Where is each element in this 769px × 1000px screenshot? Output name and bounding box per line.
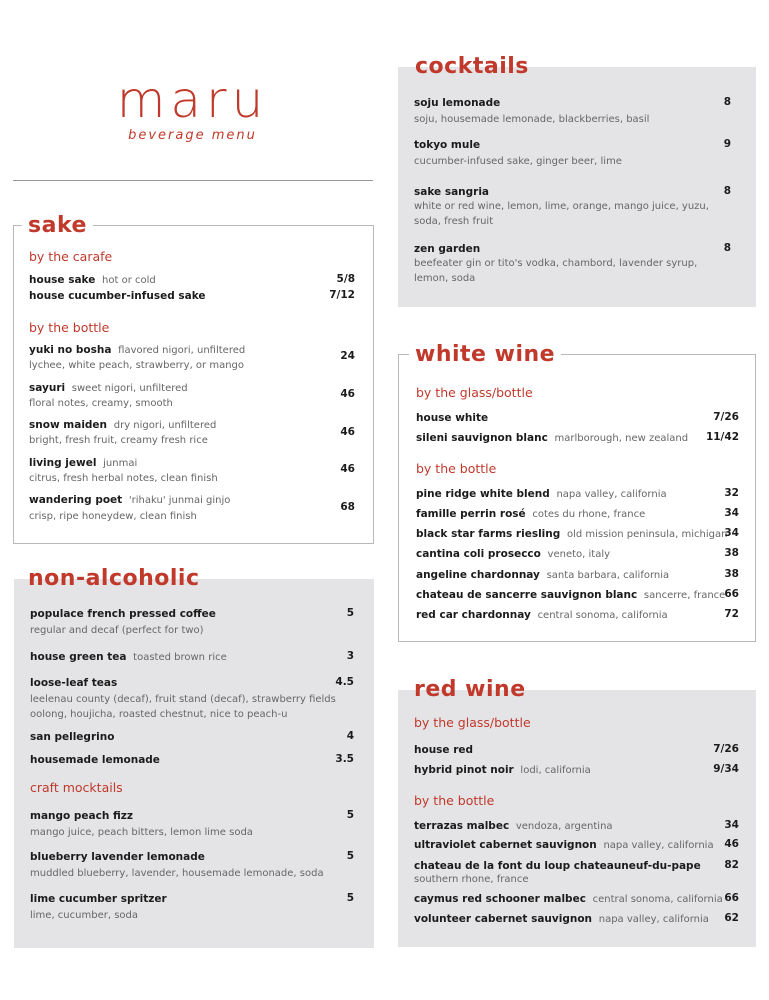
item-detail: floral notes, creamy, smooth <box>29 398 173 409</box>
item-desc: veneto, italy <box>547 549 611 560</box>
item-desc: lodi, california <box>520 765 591 776</box>
item-name: san pellegrino <box>30 731 115 743</box>
item-desc: toasted brown rice <box>133 652 227 663</box>
item-price: 5/8 <box>336 273 355 285</box>
item-desc: flavored nigori, unfiltered <box>118 345 246 356</box>
item-price: 82 <box>724 859 739 871</box>
item-desc: central sonoma, california <box>592 894 723 905</box>
menu-item <box>414 763 591 778</box>
menu-item <box>416 527 727 542</box>
item-name: sake sangria <box>414 186 490 198</box>
item-detail: citrus, fresh herbal notes, clean finish <box>29 473 218 484</box>
item-name: ultraviolet cabernet sauvignon <box>414 839 597 851</box>
menu-item <box>29 343 245 358</box>
cocktails-title: cocktails <box>415 54 529 79</box>
item-detail: soju, housemade lemonade, blackberries, basil <box>414 114 650 125</box>
item-price: 66 <box>724 892 739 904</box>
menu-item <box>416 411 488 426</box>
white-bottle-heading: by the bottle <box>416 461 497 476</box>
white-wine-section <box>398 342 756 642</box>
item-desc: napa valley, california <box>556 489 667 500</box>
item-name: housemade lemonade <box>30 754 160 766</box>
red-wine-section <box>398 677 756 947</box>
mocktail-heading: craft mocktails <box>30 780 123 795</box>
item-desc: marlborough, new zealand <box>554 433 689 444</box>
non-alcoholic-title: non-alcoholic <box>28 566 200 591</box>
item-price: 46 <box>340 388 355 400</box>
item-detail: lemon, soda <box>414 273 476 284</box>
item-detail: oolong, houjicha, roasted chestnut, nice to peach-u <box>30 709 288 720</box>
sake-section <box>13 213 374 544</box>
item-price: 7/26 <box>713 411 739 423</box>
item-price: 8 <box>723 242 731 254</box>
menu-item <box>414 912 709 927</box>
item-price: 8 <box>723 96 731 108</box>
item-name: zen garden <box>414 243 481 255</box>
item-desc: old mission peninsula, michigan <box>566 529 728 540</box>
item-price: 46 <box>724 838 739 850</box>
item-price: 7/26 <box>713 743 739 755</box>
item-price: 5 <box>346 809 354 821</box>
item-price: 5 <box>346 892 354 904</box>
item-price: 3.5 <box>335 753 354 765</box>
item-desc: cotes du rhone, france <box>532 509 646 520</box>
menu-item <box>29 289 206 304</box>
item-price: 4.5 <box>335 676 354 688</box>
item-name: loose-leaf teas <box>30 677 118 689</box>
item-price: 34 <box>724 527 739 539</box>
menu-item <box>29 381 188 396</box>
item-name: caymus red schooner malbec <box>414 893 586 905</box>
item-price: 9 <box>723 138 731 150</box>
item-name: blueberry lavender lemonade <box>30 851 205 863</box>
logo: maru <box>116 71 269 129</box>
item-detail: crisp, ripe honeydew, clean finish <box>29 511 197 522</box>
menu-item <box>29 418 216 433</box>
item-detail: cucumber-infused sake, ginger beer, lime <box>414 156 622 167</box>
item-name: sileni sauvignon blanc <box>416 432 548 444</box>
menu-item <box>30 850 205 865</box>
item-desc: junmai <box>103 458 138 469</box>
item-price: 3 <box>346 650 354 662</box>
item-price: 62 <box>724 912 739 924</box>
menu-item <box>30 730 114 745</box>
item-name: black star farms riesling <box>416 528 561 540</box>
item-desc: santa barbara, california <box>546 570 670 581</box>
item-price: 38 <box>724 547 739 559</box>
item-name: pine ridge white blend <box>416 488 550 500</box>
menu-item <box>30 892 167 907</box>
item-name: mango peach fizz <box>30 810 133 822</box>
item-detail: regular and decaf (perfect for two) <box>30 625 204 636</box>
item-detail: muddled blueberry, lavender, housemade lemonade, soda <box>30 868 324 879</box>
sake-carafe-heading: by the carafe <box>29 249 113 264</box>
item-name: tokyo mule <box>414 139 481 151</box>
item-detail: mango juice, peach bitters, lemon lime soda <box>30 827 253 838</box>
item-price: 11/42 <box>705 431 739 443</box>
menu-item <box>29 273 156 288</box>
item-price: 34 <box>724 507 739 519</box>
item-price: 32 <box>724 487 739 499</box>
item-desc: 'rihaku' junmai ginjo <box>128 495 231 506</box>
item-detail: bright, fresh fruit, creamy fresh rice <box>29 435 208 446</box>
item-price: 46 <box>340 426 355 438</box>
sake-title: sake <box>22 213 93 239</box>
item-name: hybrid pinot noir <box>414 764 514 776</box>
item-name: lime cucumber spritzer <box>30 893 167 905</box>
item-price: 34 <box>724 819 739 831</box>
item-desc: sancerre, france <box>643 590 726 601</box>
item-price: 4 <box>346 730 354 742</box>
item-name: famille perrin rosé <box>416 508 526 520</box>
item-detail: lychee, white peach, strawberry, or mango <box>29 360 245 371</box>
menu-item <box>30 809 133 824</box>
menu-item <box>29 456 137 471</box>
item-price: 38 <box>724 568 739 580</box>
menu-item <box>414 185 489 200</box>
logo-subtitle: beverage menu <box>128 128 257 143</box>
menu-item <box>414 892 723 907</box>
menu-item <box>414 96 500 111</box>
menu-item <box>414 138 480 153</box>
item-name: angeline chardonnay <box>416 569 540 581</box>
sake-bottle-heading: by the bottle <box>29 320 110 335</box>
item-price: 72 <box>724 608 739 620</box>
item-name: chateau de la font du loup chateauneuf-du-pape <box>414 860 701 872</box>
menu-item <box>416 547 610 562</box>
item-name: yuki no bosha <box>29 344 112 356</box>
menu-item <box>416 487 667 502</box>
menu-item <box>414 743 473 758</box>
menu-item <box>29 493 230 508</box>
item-detail: soda, fresh fruit <box>414 216 494 227</box>
item-name: soju lemonade <box>414 97 501 109</box>
item-desc: central sonoma, california <box>537 610 668 621</box>
menu-item <box>414 242 480 257</box>
white-glass-heading: by the glass/bottle <box>416 385 533 400</box>
menu-item <box>30 607 216 622</box>
item-name: red car chardonnay <box>416 609 531 621</box>
item-detail: lime, cucumber, soda <box>30 910 138 921</box>
menu-item <box>30 676 117 691</box>
item-name: populace french pressed coffee <box>30 608 216 620</box>
item-detail: beefeater gin or tito's vodka, chambord, lavender syrup, <box>414 258 698 269</box>
item-name: living jewel <box>29 457 97 469</box>
menu-item <box>416 507 645 522</box>
item-price: 8 <box>723 185 731 197</box>
white-wine-title: white wine <box>409 342 561 368</box>
item-price: 46 <box>340 463 355 475</box>
menu-item <box>416 608 668 623</box>
item-name: house sake <box>29 274 96 286</box>
item-name: sayuri <box>29 382 66 394</box>
item-name: terrazas malbec <box>414 820 510 832</box>
item-name: house red <box>414 744 474 756</box>
item-name: cantina coli prosecco <box>416 548 541 560</box>
item-detail: white or red wine, lemon, lime, orange, mango juice, yuzu, <box>414 201 709 212</box>
item-name: chateau de sancerre sauvignon blanc <box>416 589 638 601</box>
menu-item <box>414 819 613 834</box>
item-price: 5 <box>346 850 354 862</box>
item-price: 66 <box>724 588 739 600</box>
non-alcoholic-section <box>14 566 374 948</box>
menu-item <box>416 568 669 583</box>
menu-item <box>414 838 714 853</box>
item-detail: southern rhone, france <box>414 874 529 885</box>
red-glass-heading: by the glass/bottle <box>414 715 531 730</box>
item-price: 5 <box>346 607 354 619</box>
menu-item <box>416 588 725 603</box>
item-name: house cucumber-infused sake <box>29 290 206 302</box>
item-desc: napa valley, california <box>603 840 714 851</box>
item-desc: vendoza, argentina <box>515 821 613 832</box>
item-price: 9/34 <box>713 763 739 775</box>
item-desc: dry nigori, unfiltered <box>113 420 217 431</box>
item-price: 24 <box>340 350 355 362</box>
menu-item <box>30 650 227 665</box>
item-price: 7/12 <box>329 289 355 301</box>
red-wine-title: red wine <box>414 677 526 702</box>
item-name: house white <box>416 412 489 424</box>
item-name: snow maiden <box>29 419 108 431</box>
item-name: volunteer cabernet sauvignon <box>414 913 593 925</box>
item-price: 68 <box>340 501 355 513</box>
item-detail: leelenau county (decaf), fruit stand (decaf), strawberry fields <box>30 694 336 705</box>
red-bottle-heading: by the bottle <box>414 793 495 808</box>
divider <box>13 180 373 181</box>
item-name: wandering poet <box>29 494 123 506</box>
item-name: house green tea <box>30 651 127 663</box>
item-desc: napa valley, california <box>598 914 709 925</box>
menu-item <box>30 753 160 768</box>
cocktails-section <box>398 54 756 307</box>
menu-item <box>416 431 688 446</box>
item-desc: sweet nigori, unfiltered <box>71 383 188 394</box>
item-desc: hot or cold <box>102 275 156 286</box>
